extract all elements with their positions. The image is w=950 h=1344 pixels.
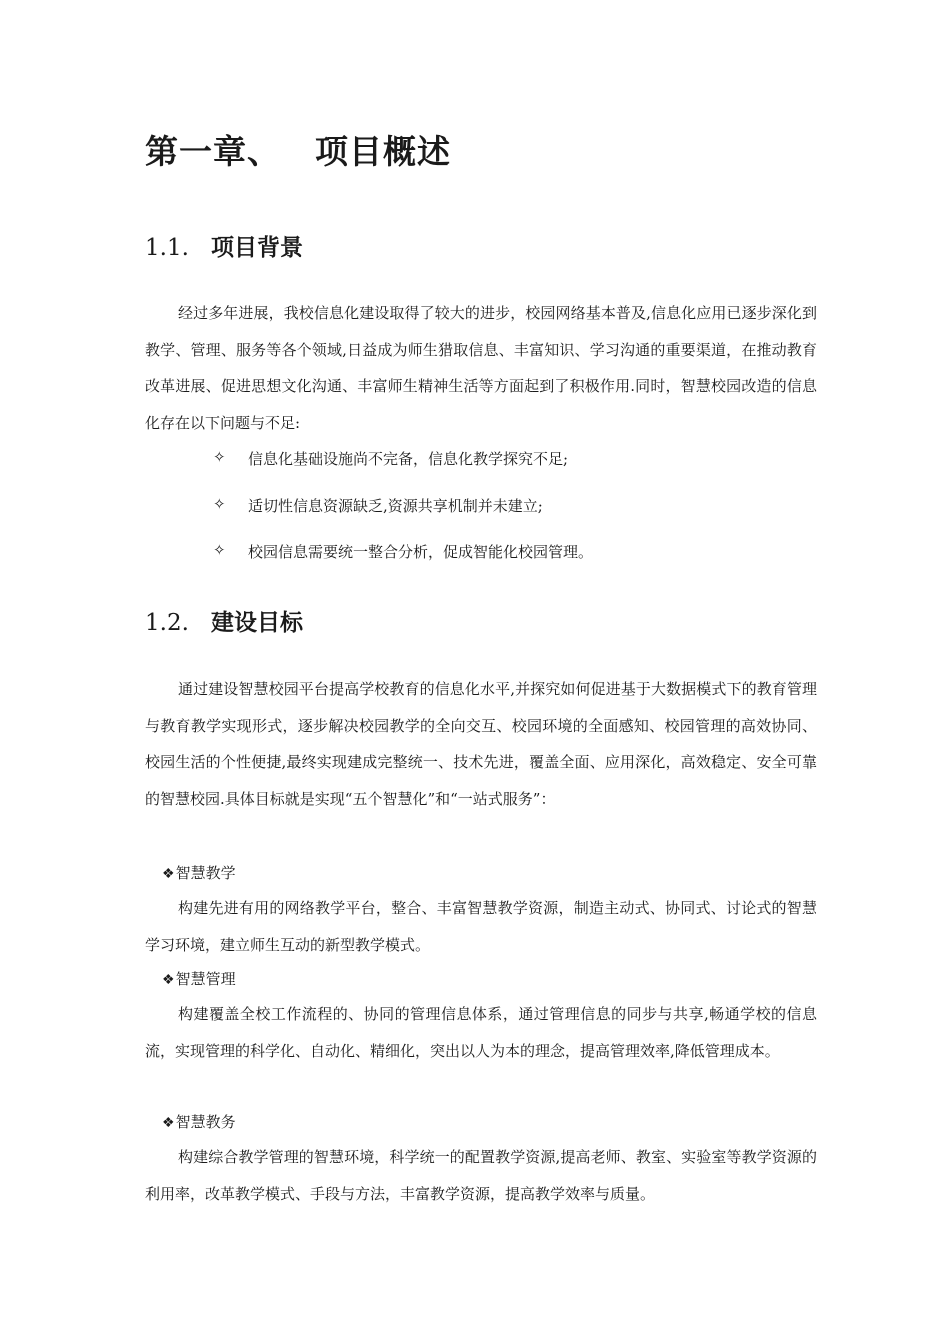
diamond-bullet-icon: ❖ xyxy=(162,1115,175,1131)
section-number: 1.1. xyxy=(145,235,189,261)
section-paragraph: 经过多年进展，我校信息化建设取得了较大的进步，校园网络基本普及,信息化应用已逐步深化到教学、管理、服务等各个领域,日益成为师生猎取信息、丰富知识、学习沟通的重要渠道，在推动教育改革进展、促进思想文化沟通、丰富师生精神生活等方面起到了积极作用.同时，智慧校园改造的信息化存在以下问题与不足: xyxy=(145,304,817,432)
sub-paragraph: 构建覆盖全校工作流程的、协同的管理信息体系，通过管理信息的同步与共享,畅通学校的信息流，实现管理的科学化、自动化、精细化，突出以人为本的理念，提高管理效率,降低管理成本。 xyxy=(145,1005,817,1060)
section-title: 项目背景 xyxy=(211,235,303,261)
chapter-number: 第一章、 xyxy=(145,132,281,171)
section-heading-background xyxy=(145,229,303,262)
chapter-name: 项目概述 xyxy=(315,132,451,171)
sub-heading-text: 智慧教务 xyxy=(175,1113,236,1131)
list-item-text: 适切性信息资源缺乏,资源共享机制并未建立; xyxy=(248,496,543,515)
diamond-bullet-icon: ❖ xyxy=(162,866,175,882)
sub-heading-text: 智慧管理 xyxy=(175,970,236,988)
diamond-bullet-icon: ✧ xyxy=(213,541,226,559)
list-item xyxy=(213,495,593,542)
section-number: 1.2. xyxy=(145,610,189,636)
sub-heading xyxy=(162,968,236,989)
list-item-text: 信息化基础设施尚不完备，信息化教学探究不足; xyxy=(248,450,569,468)
issues-list xyxy=(213,448,593,588)
sub-heading xyxy=(162,862,236,883)
sub-paragraph: 构建综合教学管理的智慧环境，科学统一的配置教学资源,提高老师、教室、实验室等教学资源的利用率，改革教学模式、手段与方法，丰富教学资源，提高教学效率与质量。 xyxy=(145,1148,817,1203)
diamond-bullet-icon: ❖ xyxy=(162,972,175,988)
section-title: 建设目标 xyxy=(211,610,303,636)
sub-heading xyxy=(162,1111,236,1132)
section-heading-goals xyxy=(145,604,303,637)
section-paragraph: 通过建设智慧校园平台提高学校教育的信息化水平,并探究如何促进基于大数据模式下的教育管理与教育教学实现形式，逐步解决校园教学的全向交互、校园环境的全面感知、校园管理的高效协同、校园生活的个性便捷,最终实现建成完整统一、技术先进，覆盖全面、应用深化，高效稳定、安全可靠的智慧校园.具体目标就是实现“五个智慧化”和“一站式服务”： xyxy=(145,680,817,808)
sub-paragraph: 构建先进有用的网络教学平台，整合、丰富智慧教学资源，制造主动式、协同式、讨论式的智慧学习环境，建立师生互动的新型教学模式。 xyxy=(145,899,817,954)
sub-heading-text: 智慧教学 xyxy=(175,864,236,882)
list-item xyxy=(213,541,593,588)
list-item xyxy=(213,448,593,495)
list-item-text: 校园信息需要统一整合分析，促成智能化校园管理。 xyxy=(248,543,594,561)
chapter-title xyxy=(145,126,451,173)
diamond-bullet-icon: ✧ xyxy=(213,494,226,513)
diamond-bullet-icon: ✧ xyxy=(213,448,226,466)
